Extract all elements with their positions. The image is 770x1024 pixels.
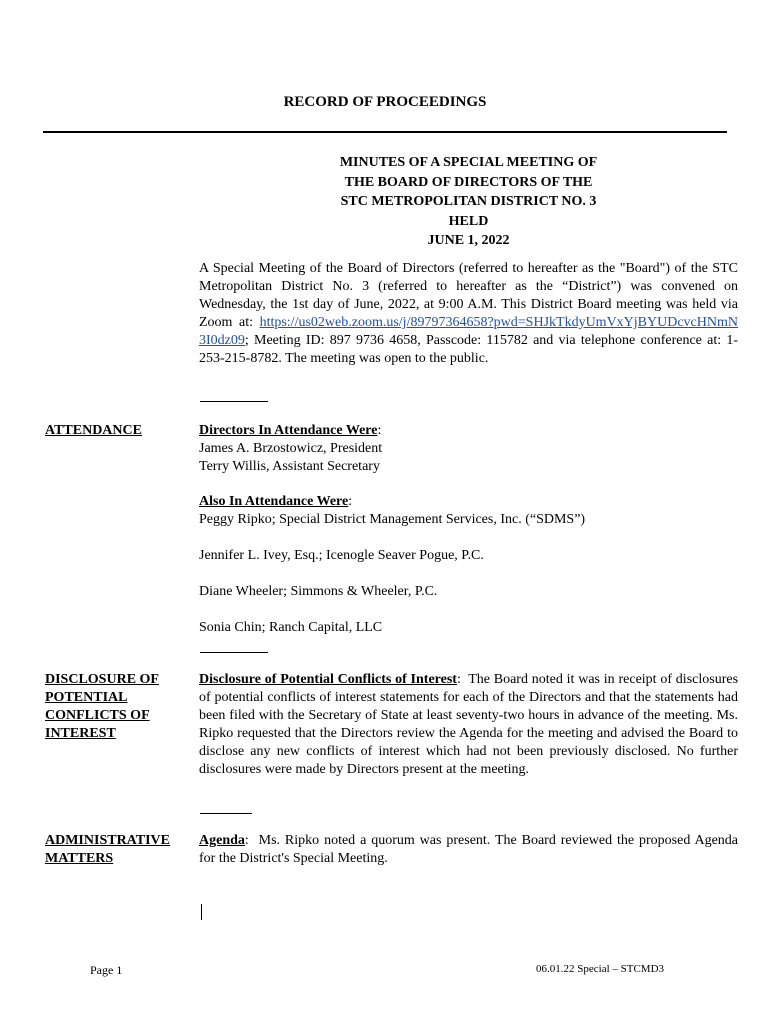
director-item: Terry Willis, Assistant Secretary xyxy=(199,459,380,474)
page-number: Page 1 xyxy=(90,963,123,977)
section-divider xyxy=(200,813,252,814)
section-divider xyxy=(200,652,268,653)
section-divider xyxy=(200,401,268,402)
heading-line-4: HELD xyxy=(448,213,489,229)
disclosure-label-line: INTEREST xyxy=(45,726,116,741)
disclosure-label xyxy=(45,671,195,743)
heading-line-1: MINUTES OF A SPECIAL MEETING OF xyxy=(339,155,598,170)
document-id: 06.01.22 Special – STCMD3 xyxy=(536,963,665,975)
director-item: James A. Brzostowicz, President xyxy=(199,441,383,456)
intro-text-end: ; Meeting ID: 897 9736 4658, Passcode: 115782 and via telephone conference at: 1-253-215-8782. The meeting was open to the public. xyxy=(199,333,738,366)
disclosure-text: The Board noted it was in receipt of disclosures of potential conflicts of interest statements for each of the Directors and that the statements had been filed with the Secretary of State at least seventy-two hours in advance of the meeting. Ms. Ripko requested that the Directors review the Agenda for the meeting and advised the Board to disclose any new conflicts of interest which had not been previously disclosed. No further disclosures were made by Directors present at the meeting. xyxy=(199,672,739,777)
heading-line-3: STC METROPOLITAN DISTRICT NO. 3 xyxy=(340,194,597,209)
administrative-label xyxy=(45,832,195,868)
attendee-item: Jennifer L. Ivey, Esq.; Icenogle Seaver Pogue, P.C. xyxy=(199,548,484,563)
text-cursor xyxy=(201,904,202,920)
administrative-label-line: MATTERS xyxy=(45,851,114,866)
disclosure-heading: Disclosure of Potential Conflicts of Interest xyxy=(199,672,457,687)
directors-heading-line: Directors In Attendance Were: xyxy=(199,423,382,438)
zoom-link[interactable]: https://us02web.zoom.us/j/89797364658?pwd=SHJkTkdyUmVxYjBYUDcvcHNmN3I0dz09 xyxy=(199,315,738,348)
disclosure-label-line: POTENTIAL xyxy=(45,690,128,705)
administrative-label-line: ADMINISTRATIVE xyxy=(45,833,170,848)
agenda-heading: Agenda xyxy=(199,833,245,848)
attendee-item: Sonia Chin; Ranch Capital, LLC xyxy=(199,620,383,635)
intro-text: A Special Meeting of the Board of Directors (referred to hereafter as the "Board") of the STC Metropolitan District No. 3 (referred to hereafter as the “District”) was convened on Wednesday, the 1st day of June, 2022, at 9:00 A.M. This District Board meeting was held via Zoom at: xyxy=(199,261,738,330)
heading-line-2: THE BOARD OF DIRECTORS OF THE xyxy=(344,174,593,190)
directors-heading: Directors In Attendance Were xyxy=(199,423,378,438)
disclosure-paragraph: Disclosure of Potential Conflicts of Interest: The Board noted it was in receipt of disclosures of potential conflicts of interest statements for each of the Directors and that the statements had been filed with the Secretary of State at least seventy-two hours in advance of the meeting. Ms. Ripko requested that the Directors review the Agenda for the meeting and advised the Board to disclose any new conflicts of interest which had not been previously disclosed. No further disclosures were made by Directors present at the meeting. xyxy=(199,672,739,777)
intro-paragraph xyxy=(199,260,738,368)
document-title: RECORD OF PROCEEDINGS xyxy=(283,94,487,110)
also-heading-line: Also In Attendance Were: xyxy=(199,494,353,509)
title-divider xyxy=(43,131,727,133)
also-heading: Also In Attendance Were xyxy=(199,494,349,509)
attendee-item: Diane Wheeler; Simmons & Wheeler, P.C. xyxy=(199,584,438,599)
attendance-label: ATTENDANCE xyxy=(45,423,142,438)
disclosure-label-line: CONFLICTS OF xyxy=(45,708,150,723)
agenda-paragraph: Agenda: Ms. Ripko noted a quorum was present. The Board reviewed the proposed Agenda for the District's Special Meeting. xyxy=(199,833,738,866)
heading-line-5: JUNE 1, 2022 xyxy=(427,233,510,248)
disclosure-label-line: DISCLOSURE OF xyxy=(45,672,159,687)
minutes-heading xyxy=(199,153,738,251)
attendee-item: Peggy Ripko; Special District Management Services, Inc. (“SDMS”) xyxy=(199,512,586,527)
agenda-text: Ms. Ripko noted a quorum was present. The Board reviewed the proposed Agenda for the District's Special Meeting. xyxy=(199,833,738,866)
